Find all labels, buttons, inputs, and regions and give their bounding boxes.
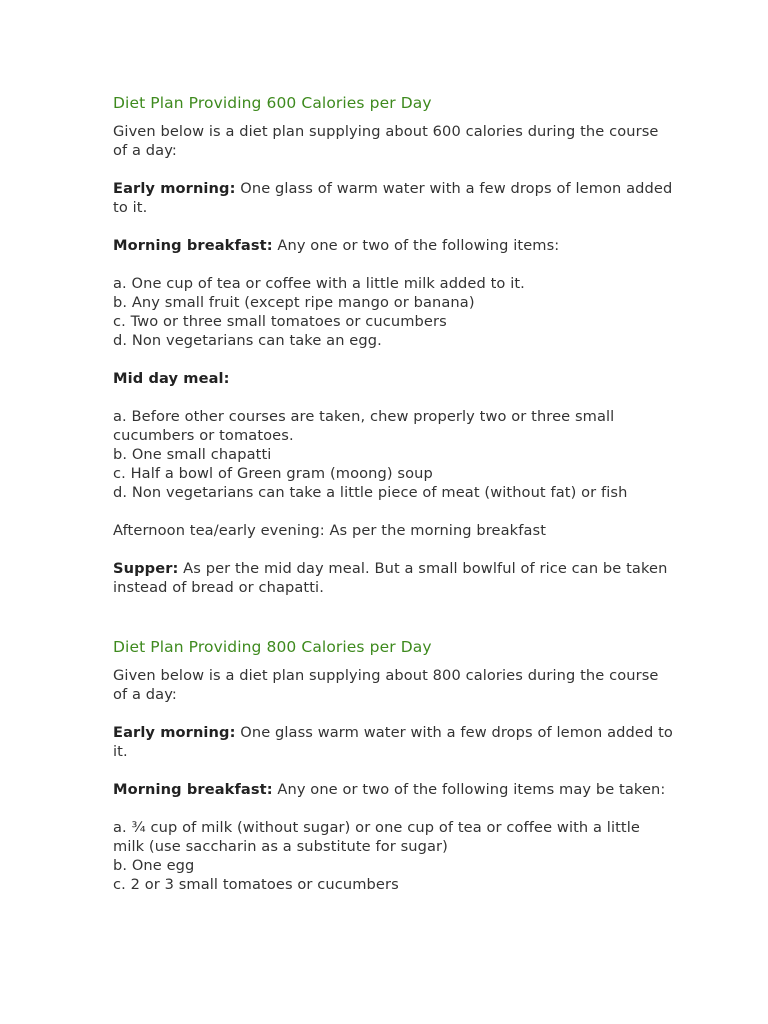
afternoon-paragraph: Afternoon tea/early evening: As per the morning breakfast <box>113 522 547 539</box>
document-content <box>113 84 673 913</box>
morning-breakfast-label: Morning breakfast: <box>113 781 273 798</box>
intro-paragraph: Given below is a diet plan supplying about 600 calories during the course of a day: <box>113 123 659 159</box>
section-title-600: Diet Plan Providing 600 Calories per Day <box>113 94 432 112</box>
morning-breakfast-text: Any one or two of the following items: <box>272 237 560 254</box>
morning-breakfast-label: Morning breakfast: <box>113 237 273 254</box>
list-item: c. Half a bowl of Green gram (moong) soup <box>113 465 433 482</box>
mid-day-list <box>113 407 673 502</box>
list-item: c. Two or three small tomatoes or cucumbers <box>113 313 447 330</box>
list-item: b. One egg <box>113 857 195 874</box>
list-item: a. One cup of tea or coffee with a little milk added to it. <box>113 275 525 292</box>
early-morning-label: Early morning: <box>113 724 236 741</box>
morning-breakfast-text: Any one or two of the following items may be taken: <box>272 781 666 798</box>
list-item: a. Before other courses are taken, chew properly two or three small cucumbers or tomatoes. <box>113 408 615 444</box>
list-item: d. Non vegetarians can take an egg. <box>113 332 382 349</box>
list-item: d. Non vegetarians can take a little piece of meat (without fat) or fish <box>113 484 628 501</box>
supper-paragraph <box>113 559 673 597</box>
morning-breakfast-paragraph <box>113 236 673 255</box>
early-morning-label: Early morning: <box>113 180 236 197</box>
mid-day-meal-label: Mid day meal: <box>113 370 230 387</box>
mid-day-meal-paragraph <box>113 369 673 388</box>
list-item: b. One small chapatti <box>113 446 272 463</box>
list-item: a. ¾ cup of milk (without sugar) or one cup of tea or coffee with a little milk (use saccharin as a substitute for sugar) <box>113 819 640 855</box>
supper-label: Supper: <box>113 560 179 577</box>
breakfast-list <box>113 818 673 894</box>
supper-text: As per the mid day meal. But a small bowlful of rice can be taken instead of bread or chapatti. <box>113 560 668 596</box>
list-item: c. 2 or 3 small tomatoes or cucumbers <box>113 876 399 893</box>
early-morning-paragraph <box>113 723 673 761</box>
section-title-800: Diet Plan Providing 800 Calories per Day <box>113 638 432 656</box>
early-morning-text: One glass warm water with a few drops of lemon added to it. <box>113 724 673 760</box>
breakfast-list <box>113 274 673 350</box>
intro-paragraph: Given below is a diet plan supplying about 800 calories during the course of a day: <box>113 667 659 703</box>
early-morning-paragraph <box>113 179 673 217</box>
morning-breakfast-paragraph <box>113 780 673 799</box>
early-morning-text: One glass of warm water with a few drops of lemon added to it. <box>113 180 673 216</box>
list-item: b. Any small fruit (except ripe mango or banana) <box>113 294 475 311</box>
